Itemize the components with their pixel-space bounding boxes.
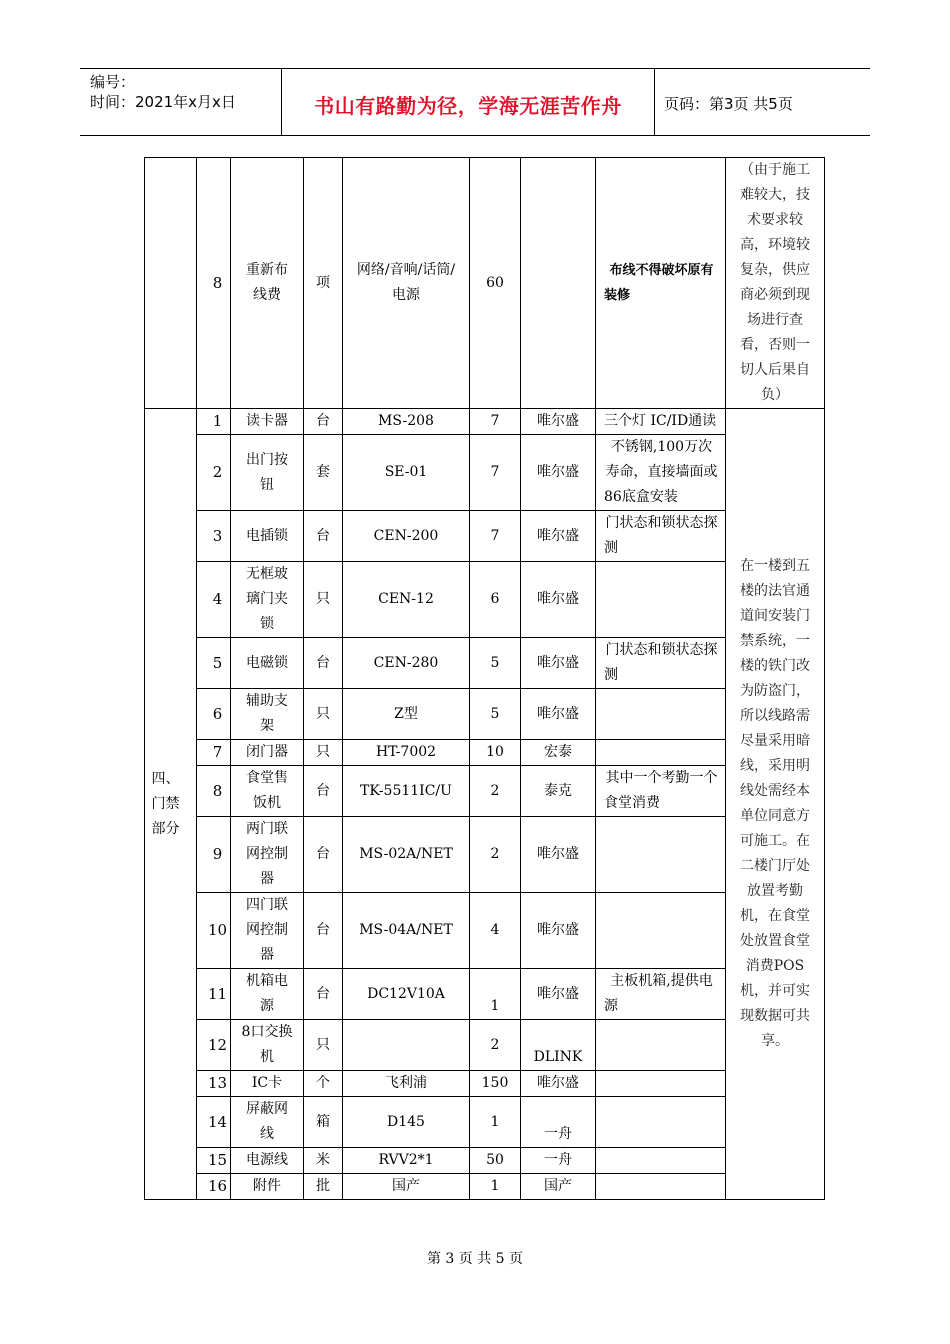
item-brand: 宏泰	[521, 740, 596, 766]
item-model: Z型	[343, 689, 470, 740]
item-name: 出门按钮	[231, 435, 304, 511]
item-note: 其中一个考勤一个食堂消费	[596, 766, 726, 817]
item-brand: 一舟	[521, 1148, 596, 1174]
date-label: 时间：2021年x月x日	[90, 93, 236, 111]
table-row	[145, 435, 825, 511]
item-name: 四门联网控制器	[231, 893, 304, 969]
item-model: SE-01	[343, 435, 470, 511]
item-unit: 项	[304, 158, 343, 409]
item-brand: 唯尔盛	[521, 638, 596, 689]
item-name: 屏蔽网线	[231, 1097, 304, 1148]
item-note	[596, 1071, 726, 1097]
item-model: MS-208	[343, 409, 470, 435]
row-number: 8	[197, 766, 231, 817]
row-number: 11	[197, 969, 231, 1020]
row-number: 12	[197, 1020, 231, 1071]
item-qty: 1	[470, 1174, 521, 1200]
item-unit: 台	[304, 969, 343, 1020]
item-brand: 唯尔盛	[521, 435, 596, 511]
item-model: CEN-280	[343, 638, 470, 689]
item-model: DC12V10A	[343, 969, 470, 1020]
item-qty: 4	[470, 893, 521, 969]
item-qty: 150	[470, 1071, 521, 1097]
item-qty: 5	[470, 638, 521, 689]
table-row	[145, 409, 825, 435]
item-qty: 1	[470, 1097, 521, 1148]
item-brand: 国产	[521, 1174, 596, 1200]
header-motto: 书山有路勤为径，学海无涯苦作舟	[314, 94, 622, 118]
row-number: 2	[197, 435, 231, 511]
header-meta	[90, 72, 236, 112]
item-brand: DLINK	[521, 1020, 596, 1071]
section-cell-empty	[145, 158, 197, 409]
item-unit: 箱	[304, 1097, 343, 1148]
item-brand: 唯尔盛	[521, 893, 596, 969]
item-brand: 唯尔盛	[521, 1071, 596, 1097]
item-model: TK-5511IC/U	[343, 766, 470, 817]
item-qty: 6	[470, 562, 521, 638]
row-number: 14	[197, 1097, 231, 1148]
table-row	[145, 1148, 825, 1174]
table-row	[145, 1097, 825, 1148]
item-note	[596, 893, 726, 969]
item-name: 机箱电源	[231, 969, 304, 1020]
item-qty: 2	[470, 1020, 521, 1071]
item-note	[596, 689, 726, 740]
equipment-table	[144, 157, 825, 1200]
item-note	[596, 1020, 726, 1071]
item-brand: 唯尔盛	[521, 817, 596, 893]
item-name: 附件	[231, 1174, 304, 1200]
table-row	[145, 1174, 825, 1200]
row-number: 6	[197, 689, 231, 740]
item-qty: 50	[470, 1148, 521, 1174]
item-brand	[521, 158, 596, 409]
item-note: 门状态和锁状态探测	[596, 511, 726, 562]
item-qty: 7	[470, 435, 521, 511]
item-unit: 台	[304, 817, 343, 893]
table-row	[145, 511, 825, 562]
item-qty: 60	[470, 158, 521, 409]
item-note	[596, 817, 726, 893]
item-note	[596, 740, 726, 766]
table-row	[145, 689, 825, 740]
item-model: CEN-200	[343, 511, 470, 562]
table-row	[145, 969, 825, 1020]
item-name: 读卡器	[231, 409, 304, 435]
item-unit: 套	[304, 435, 343, 511]
row-number: 16	[197, 1174, 231, 1200]
row-number: 15	[197, 1148, 231, 1174]
item-unit: 米	[304, 1148, 343, 1174]
item-model: MS-02A/NET	[343, 817, 470, 893]
item-name: 电源线	[231, 1148, 304, 1174]
item-name: 电磁锁	[231, 638, 304, 689]
section-title: 四、门禁部分	[145, 409, 197, 1200]
item-model: MS-04A/NET	[343, 893, 470, 969]
item-unit: 只	[304, 1020, 343, 1071]
item-unit: 个	[304, 1071, 343, 1097]
item-qty: 2	[470, 766, 521, 817]
item-unit: 台	[304, 638, 343, 689]
item-note: 门状态和锁状态探测	[596, 638, 726, 689]
row-number: 4	[197, 562, 231, 638]
table-row	[145, 893, 825, 969]
item-brand: 唯尔盛	[521, 689, 596, 740]
item-unit: 台	[304, 409, 343, 435]
item-name: 辅助支架	[231, 689, 304, 740]
row-number: 8	[197, 158, 231, 409]
item-brand: 唯尔盛	[521, 511, 596, 562]
item-brand: 唯尔盛	[521, 969, 596, 1020]
item-qty: 5	[470, 689, 521, 740]
item-qty: 7	[470, 511, 521, 562]
item-qty: 7	[470, 409, 521, 435]
row-number: 13	[197, 1071, 231, 1097]
item-brand: 一舟	[521, 1097, 596, 1148]
item-model: CEN-12	[343, 562, 470, 638]
item-name: 闭门器	[231, 740, 304, 766]
table-row-rewiring	[145, 158, 825, 409]
item-note: 三个灯 IC/ID通读	[596, 409, 726, 435]
item-unit: 台	[304, 766, 343, 817]
row-number: 7	[197, 740, 231, 766]
table-row	[145, 766, 825, 817]
item-model: 飞利浦	[343, 1071, 470, 1097]
item-name: IC卡	[231, 1071, 304, 1097]
item-unit: 批	[304, 1174, 343, 1200]
item-note: 布线不得破坏原有装修	[596, 158, 726, 409]
item-name: 重新布线费	[231, 158, 304, 409]
item-qty: 2	[470, 817, 521, 893]
item-unit: 只	[304, 740, 343, 766]
item-unit: 台	[304, 893, 343, 969]
table-row	[145, 817, 825, 893]
header-top-rule	[80, 68, 870, 69]
item-qty: 10	[470, 740, 521, 766]
item-brand: 唯尔盛	[521, 409, 596, 435]
row-number: 5	[197, 638, 231, 689]
item-unit: 只	[304, 562, 343, 638]
item-brand: 泰克	[521, 766, 596, 817]
item-name: 无框玻璃门夹锁	[231, 562, 304, 638]
table-row	[145, 1071, 825, 1097]
header-divider-right	[654, 69, 655, 135]
section-remark: 在一楼到五楼的法官通道间安装门禁系统，一楼的铁门改为防盗门，所以线路需尽量采用暗线，采用明线处需经本单位同意方可施工。在二楼门厅处放置考勤机，在食堂处放置食堂消费POS机，并可实现数据可共享。	[726, 409, 825, 1200]
item-name: 两门联网控制器	[231, 817, 304, 893]
item-unit: 只	[304, 689, 343, 740]
item-name: 食堂售饭机	[231, 766, 304, 817]
item-model: D145	[343, 1097, 470, 1148]
item-note	[596, 1097, 726, 1148]
item-model: 网络/音响/话筒/电源	[343, 158, 470, 409]
item-remark: （由于施工难较大，技术要求较高，环境较复杂，供应商必须到现场进行查看，否则一切人后果自负）	[726, 158, 825, 409]
item-name: 电插锁	[231, 511, 304, 562]
row-number: 10	[197, 893, 231, 969]
item-note	[596, 1148, 726, 1174]
row-number: 3	[197, 511, 231, 562]
item-model: RVV2*1	[343, 1148, 470, 1174]
item-note: 不锈钢,100万次寿命，直接墙面或86底盒安装	[596, 435, 726, 511]
row-number: 9	[197, 817, 231, 893]
item-note: 主板机箱,提供电源	[596, 969, 726, 1020]
item-model	[343, 1020, 470, 1071]
header-bottom-rule	[80, 135, 870, 136]
item-note	[596, 562, 726, 638]
item-note	[596, 1174, 726, 1200]
item-unit: 台	[304, 511, 343, 562]
item-model: HT-7002	[343, 740, 470, 766]
item-qty: 1	[470, 969, 521, 1020]
serial-label: 编号：	[90, 73, 136, 91]
table-row	[145, 1020, 825, 1071]
item-model: 国产	[343, 1174, 470, 1200]
table-row	[145, 562, 825, 638]
row-number: 1	[197, 409, 231, 435]
header-page-label: 页码：第3页 共5页	[664, 95, 793, 113]
table-row	[145, 740, 825, 766]
item-name: 8口交换机	[231, 1020, 304, 1071]
item-brand: 唯尔盛	[521, 562, 596, 638]
table-row	[145, 638, 825, 689]
page-footer: 第 3 页 共 5 页	[426, 1251, 524, 1267]
